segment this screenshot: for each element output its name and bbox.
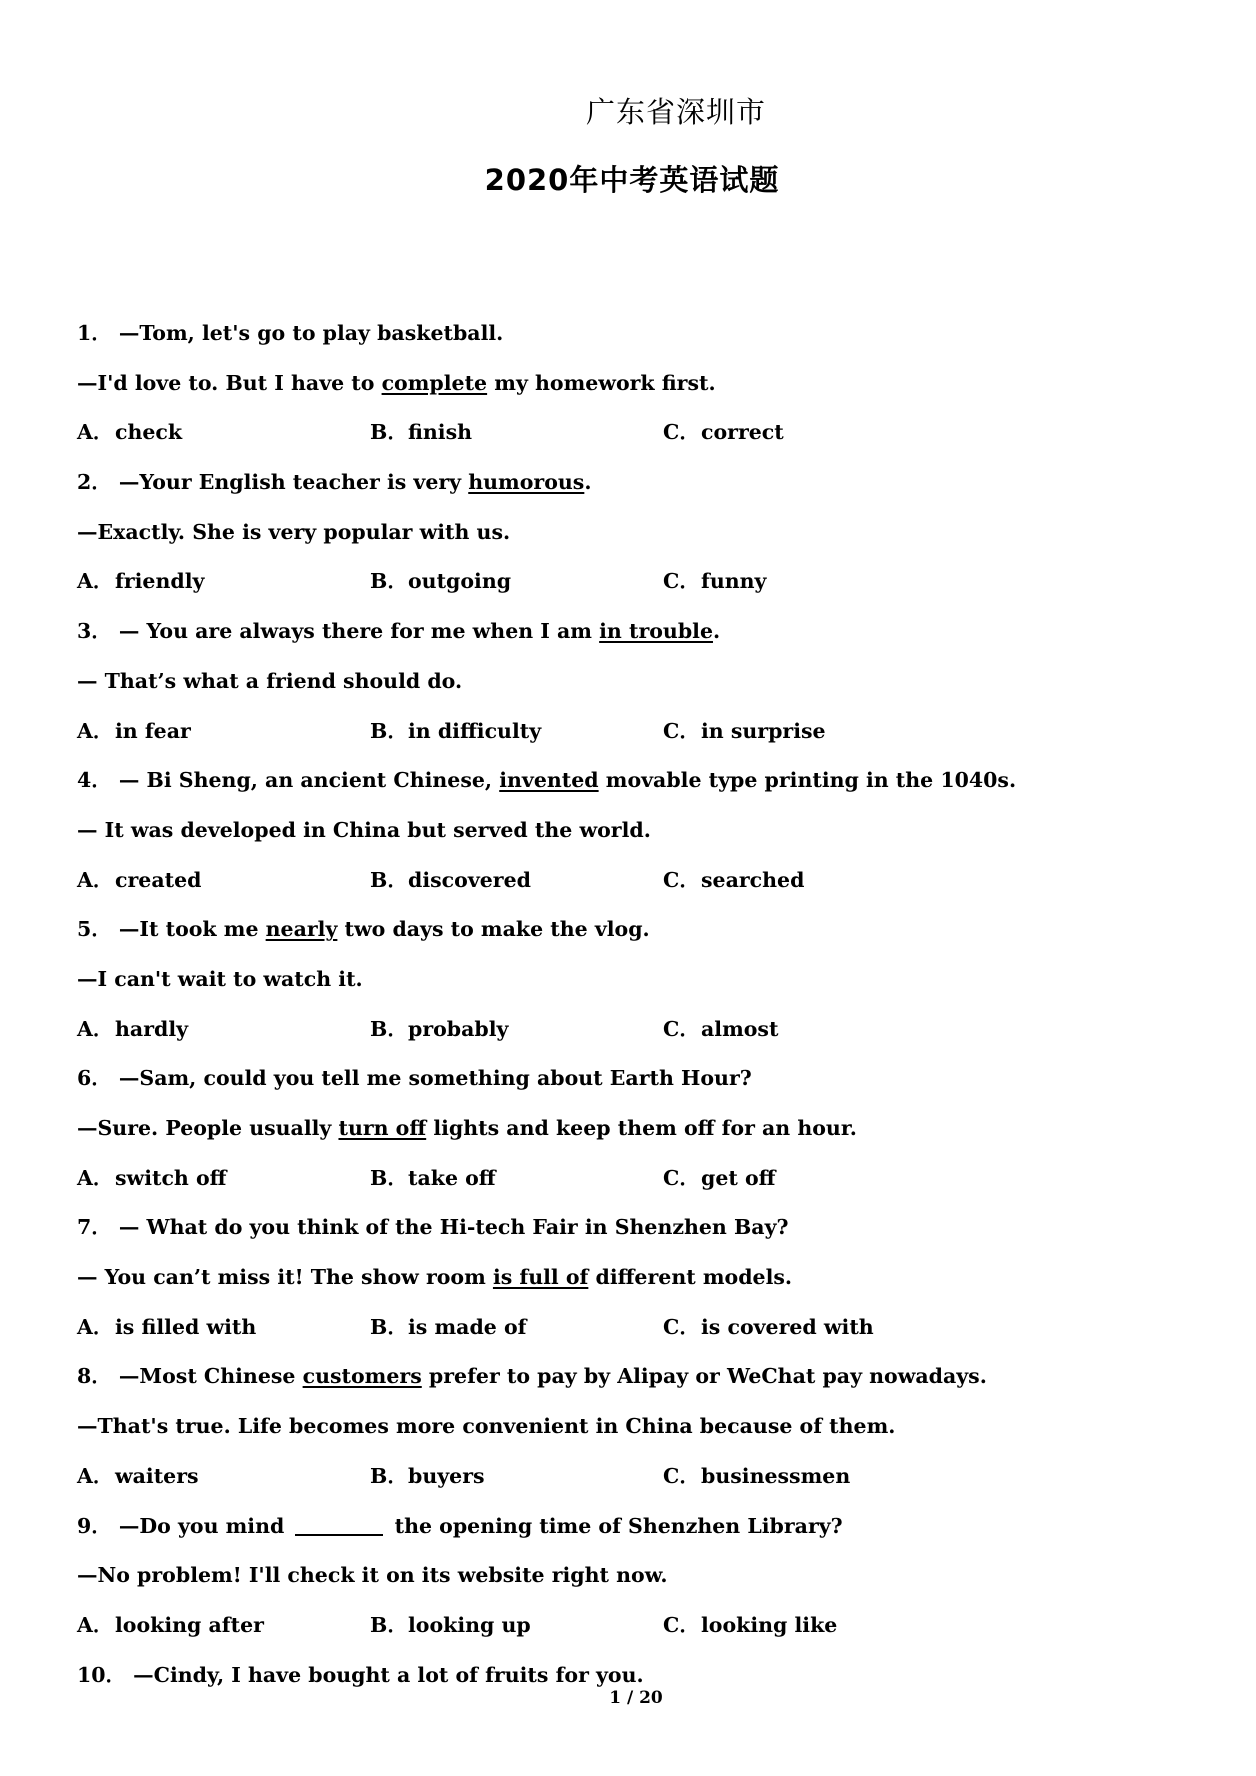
question-reply [77, 1558, 1177, 1608]
option-text: is covered with [701, 1314, 874, 1339]
answer-option [77, 1459, 370, 1509]
prompt-text: the opening time of Shenzhen Library? [387, 1513, 843, 1538]
reply-text: different models. [588, 1265, 793, 1290]
option-text: correct [701, 420, 784, 445]
option-text: get off [701, 1165, 776, 1190]
answer-option [663, 1012, 778, 1062]
option-text: hardly [115, 1016, 189, 1041]
option-letter: B． [370, 569, 408, 594]
question-reply [77, 515, 1177, 565]
page-subtitle: 2020年中考英语试题 [484, 163, 780, 197]
option-letter: C． [663, 1612, 700, 1637]
reply-text: lights and keep them off for an hour. [426, 1116, 857, 1140]
question-number: 3． [77, 619, 112, 644]
answer-options [77, 1161, 1177, 1211]
option-text: looking like [701, 1612, 838, 1637]
option-letter: C． [663, 718, 700, 743]
option-letter: B． [370, 420, 408, 445]
option-letter: B． [370, 867, 408, 892]
question-number: 9． [77, 1513, 112, 1538]
prompt-text: — Bi Sheng, an ancient Chinese, [118, 768, 500, 793]
option-letter: B． [370, 1016, 408, 1041]
question-prompt [77, 1210, 1177, 1260]
option-letter: C． [663, 420, 700, 445]
prompt-text: . [712, 619, 721, 644]
option-text: probably [408, 1016, 509, 1041]
question-reply [77, 1111, 1177, 1161]
answer-options [77, 1608, 1177, 1658]
question-reply [77, 366, 1177, 416]
option-letter: C． [663, 1314, 700, 1339]
underlined-word: complete [381, 370, 488, 395]
question-reply [77, 1260, 1177, 1310]
option-letter: A． [77, 1612, 114, 1637]
question-number: 5． [77, 917, 112, 942]
option-letter: B． [370, 718, 408, 743]
answer-option [663, 714, 826, 764]
question-reply [77, 813, 1177, 863]
option-text: discovered [408, 867, 531, 892]
question-prompt [77, 763, 1177, 813]
answer-options [77, 714, 1177, 764]
option-letter: A． [77, 1165, 114, 1190]
answer-option [663, 415, 784, 465]
option-text: in fear [115, 718, 191, 743]
answer-option [370, 564, 663, 614]
answer-option [663, 863, 804, 913]
option-text: businessmen [701, 1463, 851, 1488]
prompt-text: — You are always there for me when I am [118, 619, 600, 644]
option-letter: B． [370, 1314, 408, 1339]
prompt-text: — What do you think of the Hi-tech Fair in Shenzhen Bay? [118, 1215, 789, 1240]
question-prompt [77, 614, 1177, 664]
underlined-word: is full of [492, 1265, 589, 1290]
prompt-text: prefer to pay by Alipay or WeChat pay nowadays. [421, 1364, 987, 1389]
question-prompt [77, 1061, 1177, 1111]
underlined-word: turn off [338, 1116, 427, 1140]
prompt-text: —Tom, let's go to play basketball. [118, 321, 504, 345]
option-text: is filled with [115, 1314, 257, 1339]
answer-option [370, 415, 663, 465]
prompt-text: —Your English teacher is very [118, 470, 469, 495]
option-text: friendly [115, 569, 205, 594]
option-letter: B． [370, 1165, 408, 1190]
option-letter: C． [663, 867, 700, 892]
underlined-word: nearly [265, 917, 338, 942]
answer-options [77, 564, 1177, 614]
answer-option [370, 1310, 663, 1360]
reply-text: — You can’t miss it! The show room [77, 1265, 493, 1290]
option-letter: A． [77, 1016, 114, 1041]
option-letter: A． [77, 718, 114, 743]
question-number: 4． [77, 768, 112, 793]
reply-text: my homework first. [487, 370, 716, 395]
option-text: switch off [115, 1165, 227, 1190]
answer-option [663, 1161, 775, 1211]
answer-option [370, 714, 663, 764]
answer-option [370, 1459, 663, 1509]
answer-options [77, 863, 1177, 913]
prompt-text: —Cindy, I have bought a lot of fruits for you. [133, 1662, 644, 1687]
question-list [77, 316, 1177, 1707]
answer-options [77, 1459, 1177, 1509]
option-text: waiters [115, 1463, 199, 1488]
question-number: 8． [77, 1364, 112, 1389]
answer-blank [295, 1512, 383, 1536]
question-number: 2． [77, 470, 112, 495]
answer-option [77, 1608, 370, 1658]
option-text: created [115, 867, 202, 892]
answer-option [77, 863, 370, 913]
option-text: funny [701, 569, 767, 594]
option-letter: C． [663, 1016, 700, 1041]
answer-option [663, 1459, 850, 1509]
answer-option [77, 1161, 370, 1211]
reply-text: —Sure. People usually [77, 1116, 339, 1140]
reply-text: —I'd love to. But I have to [77, 370, 382, 395]
prompt-text: movable type printing in the 1040s. [598, 768, 1017, 793]
reply-text: —Exactly. She is very popular with us. [77, 519, 511, 544]
page-number: 1 / 20 [609, 1688, 663, 1708]
option-text: check [115, 420, 183, 445]
page-title: 广东省深圳市 [585, 95, 766, 129]
answer-option [77, 1310, 370, 1360]
answer-option [370, 1608, 663, 1658]
prompt-text: —It took me [118, 917, 266, 942]
question-prompt [77, 465, 1177, 515]
option-letter: A． [77, 1314, 114, 1339]
answer-options [77, 415, 1177, 465]
question-reply [77, 962, 1177, 1012]
underlined-word: customers [302, 1364, 422, 1389]
prompt-text: . [584, 470, 592, 495]
answer-options [77, 1012, 1177, 1062]
reply-text: — That’s what a friend should do. [77, 668, 463, 693]
question-reply [77, 1409, 1177, 1459]
option-letter: C． [663, 569, 700, 594]
answer-option [370, 1012, 663, 1062]
answer-options [77, 1310, 1177, 1360]
prompt-text: —Most Chinese [118, 1364, 303, 1389]
reply-text: —I can't wait to watch it. [77, 966, 363, 991]
answer-option [370, 1161, 663, 1211]
option-text: is made of [408, 1314, 527, 1339]
answer-option [77, 1012, 370, 1062]
question-reply [77, 664, 1177, 714]
prompt-text: —Do you mind [118, 1513, 292, 1538]
option-text: searched [701, 867, 805, 892]
answer-option [663, 564, 766, 614]
answer-option [77, 564, 370, 614]
option-text: in difficulty [408, 718, 542, 743]
prompt-text: two days to make the vlog. [337, 917, 650, 942]
question-number: 10． [77, 1662, 127, 1687]
option-letter: A． [77, 420, 114, 445]
underlined-word: humorous [468, 470, 585, 495]
reply-text: —No problem! I'll check it on its website right now. [77, 1563, 668, 1588]
question-prompt [77, 316, 1177, 366]
question-prompt [77, 1509, 1177, 1559]
option-letter: A． [77, 569, 114, 594]
reply-text: — It was developed in China but served the world. [77, 817, 651, 842]
option-text: finish [408, 420, 473, 445]
answer-option [77, 415, 370, 465]
option-letter: B． [370, 1463, 408, 1488]
question-prompt [77, 1359, 1177, 1409]
option-text: take off [408, 1165, 496, 1190]
underlined-word: invented [499, 768, 599, 793]
answer-option [663, 1608, 837, 1658]
reply-text: —That's true. Life becomes more convenient in China because of them. [77, 1414, 896, 1439]
option-text: looking up [408, 1612, 531, 1637]
question-prompt [77, 912, 1177, 962]
question-number: 1． [77, 321, 112, 345]
option-letter: A． [77, 867, 114, 892]
option-text: in surprise [701, 718, 826, 743]
prompt-text: —Sam, could you tell me something about Earth Hour? [118, 1066, 752, 1091]
question-number: 6． [77, 1066, 112, 1091]
answer-option [370, 863, 663, 913]
option-letter: A． [77, 1463, 114, 1488]
option-text: outgoing [408, 569, 512, 594]
answer-option [77, 714, 370, 764]
option-letter: C． [663, 1463, 700, 1488]
question-number: 7． [77, 1215, 112, 1240]
option-text: almost [701, 1016, 779, 1041]
option-text: looking after [115, 1612, 264, 1637]
option-text: buyers [408, 1463, 485, 1488]
answer-option [663, 1310, 874, 1360]
underlined-word: in trouble [599, 619, 713, 644]
option-letter: B． [370, 1612, 408, 1637]
option-letter: C． [663, 1165, 700, 1190]
